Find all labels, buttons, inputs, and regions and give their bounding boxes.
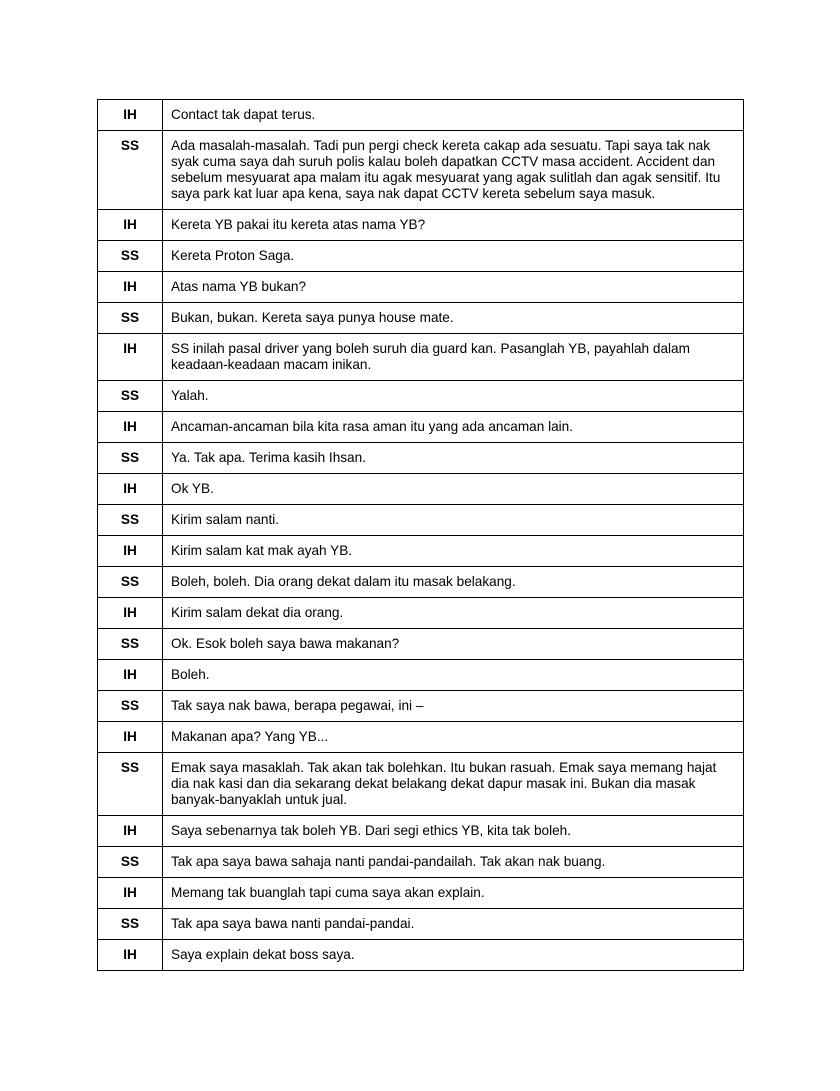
table-row: [98, 272, 744, 303]
table-row: [98, 412, 744, 443]
transcript-table: [97, 99, 744, 971]
table-row: [98, 940, 744, 971]
utterance-cell: Ok YB.: [163, 474, 744, 505]
table-row: [98, 722, 744, 753]
table-row: [98, 909, 744, 940]
speaker-cell: SS: [98, 567, 163, 598]
utterance-cell: Kereta Proton Saga.: [163, 241, 744, 272]
utterance-cell: Tak apa saya bawa sahaja nanti pandai-pandailah. Tak akan nak buang.: [163, 847, 744, 878]
speaker-cell: SS: [98, 303, 163, 334]
table-row: [98, 567, 744, 598]
utterance-cell: Kereta YB pakai itu kereta atas nama YB?: [163, 210, 744, 241]
table-row: [98, 505, 744, 536]
table-row: [98, 381, 744, 412]
utterance-cell: Atas nama YB bukan?: [163, 272, 744, 303]
speaker-cell: IH: [98, 100, 163, 131]
speaker-cell: IH: [98, 412, 163, 443]
speaker-cell: SS: [98, 629, 163, 660]
table-row: [98, 131, 744, 210]
table-row: [98, 210, 744, 241]
utterance-cell: Kirim salam nanti.: [163, 505, 744, 536]
speaker-cell: IH: [98, 878, 163, 909]
speaker-cell: SS: [98, 381, 163, 412]
utterance-cell: Saya sebenarnya tak boleh YB. Dari segi ethics YB, kita tak boleh.: [163, 816, 744, 847]
table-row: [98, 303, 744, 334]
speaker-cell: IH: [98, 598, 163, 629]
speaker-cell: SS: [98, 847, 163, 878]
utterance-cell: Tak apa saya bawa nanti pandai-pandai.: [163, 909, 744, 940]
speaker-cell: IH: [98, 660, 163, 691]
table-row: [98, 753, 744, 816]
table-row: [98, 660, 744, 691]
utterance-cell: Bukan, bukan. Kereta saya punya house mate.: [163, 303, 744, 334]
utterance-cell: Ada masalah-masalah. Tadi pun pergi check kereta cakap ada sesuatu. Tapi saya tak nak syak cuma saya dah suruh polis kalau boleh dapatkan CCTV masa accident. Accident dan sebelum mesyuarat apa malam itu agak mesyuarat yang agak sulitlah dan agak sensitif. Itu saya park kat luar apa kena, saya nak dapat CCTV kereta sebelum saya masuk.: [163, 131, 744, 210]
speaker-cell: SS: [98, 443, 163, 474]
utterance-cell: Boleh.: [163, 660, 744, 691]
utterance-cell: Ya. Tak apa. Terima kasih Ihsan.: [163, 443, 744, 474]
table-row: [98, 536, 744, 567]
speaker-cell: SS: [98, 131, 163, 210]
speaker-cell: SS: [98, 753, 163, 816]
table-row: [98, 334, 744, 381]
utterance-cell: Kirim salam dekat dia orang.: [163, 598, 744, 629]
table-row: [98, 474, 744, 505]
table-row: [98, 847, 744, 878]
speaker-cell: SS: [98, 909, 163, 940]
utterance-cell: Tak saya nak bawa, berapa pegawai, ini –: [163, 691, 744, 722]
utterance-cell: Saya explain dekat boss saya.: [163, 940, 744, 971]
speaker-cell: IH: [98, 940, 163, 971]
utterance-cell: SS inilah pasal driver yang boleh suruh dia guard kan. Pasanglah YB, payahlah dalam keadaan-keadaan macam inikan.: [163, 334, 744, 381]
speaker-cell: IH: [98, 474, 163, 505]
speaker-cell: IH: [98, 272, 163, 303]
utterance-cell: Yalah.: [163, 381, 744, 412]
table-row: [98, 598, 744, 629]
speaker-cell: IH: [98, 334, 163, 381]
speaker-cell: SS: [98, 241, 163, 272]
speaker-cell: IH: [98, 210, 163, 241]
speaker-cell: IH: [98, 536, 163, 567]
table-row: [98, 878, 744, 909]
table-row: [98, 443, 744, 474]
transcript-body: [98, 100, 744, 971]
utterance-cell: Boleh, boleh. Dia orang dekat dalam itu masak belakang.: [163, 567, 744, 598]
document-page: [97, 99, 744, 971]
utterance-cell: Makanan apa? Yang YB...: [163, 722, 744, 753]
speaker-cell: IH: [98, 816, 163, 847]
utterance-cell: Ok. Esok boleh saya bawa makanan?: [163, 629, 744, 660]
utterance-cell: Ancaman-ancaman bila kita rasa aman itu yang ada ancaman lain.: [163, 412, 744, 443]
table-row: [98, 691, 744, 722]
table-row: [98, 629, 744, 660]
table-row: [98, 816, 744, 847]
speaker-cell: IH: [98, 722, 163, 753]
speaker-cell: SS: [98, 505, 163, 536]
utterance-cell: Kirim salam kat mak ayah YB.: [163, 536, 744, 567]
speaker-cell: SS: [98, 691, 163, 722]
utterance-cell: Contact tak dapat terus.: [163, 100, 744, 131]
table-row: [98, 100, 744, 131]
utterance-cell: Emak saya masaklah. Tak akan tak bolehkan. Itu bukan rasuah. Emak saya memang hajat dia nak kasi dan dia sekarang dekat belakang dekat dapur masak ini. Bukan dia masak banyak-banyaklah untuk jual.: [163, 753, 744, 816]
table-row: [98, 241, 744, 272]
utterance-cell: Memang tak buanglah tapi cuma saya akan explain.: [163, 878, 744, 909]
